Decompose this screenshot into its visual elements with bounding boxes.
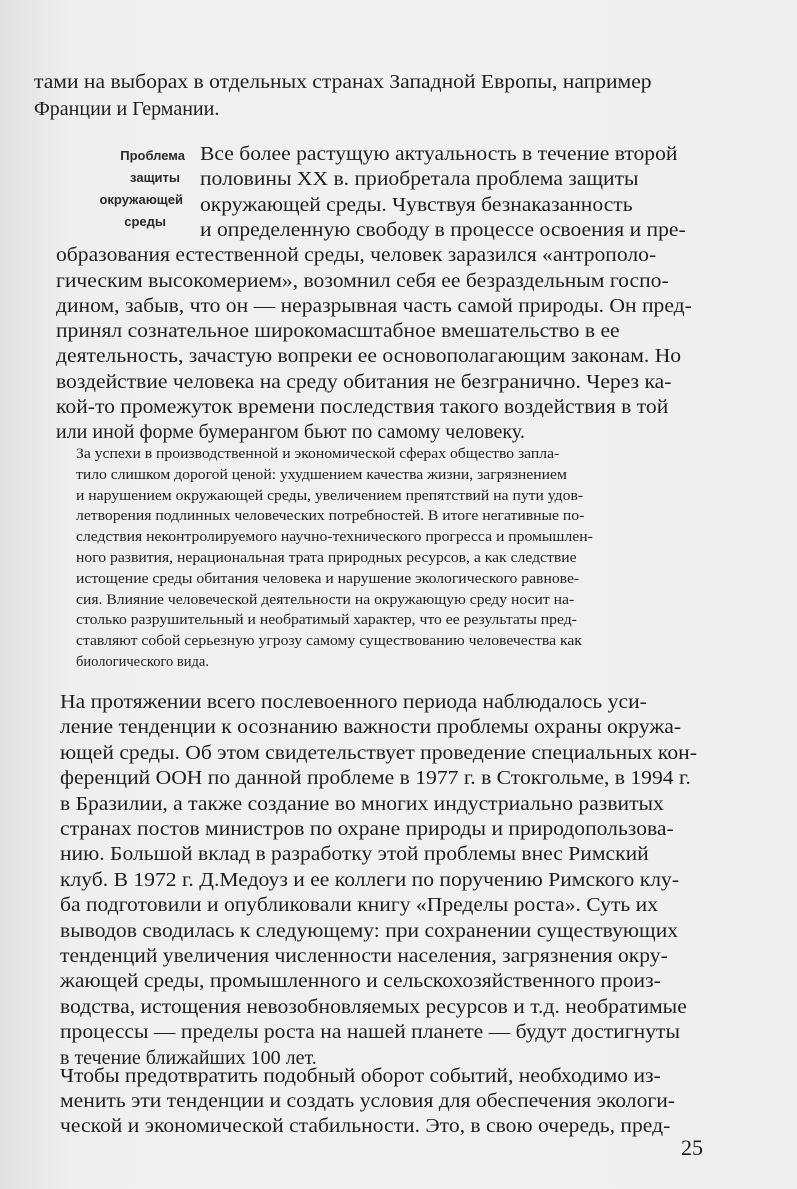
p1-line: окружающей среды. Чувствуя безнаказанность [200,193,633,216]
p3-line: выводов сводилась к следующему: при сохранении существующих [60,919,679,942]
p2-line: ного развития, нерациональная трата природных ресурсов, а как следствие [76,550,577,566]
p4-line: ческой и экономической стабильности. Это, в свою очередь, пред- [60,1115,671,1137]
p1-line: принял сознательное широкомасштабное вмешательство в ее [56,320,620,343]
p1-line: воздействие человека на среду обитания не безгранично. Через ка- [56,370,672,393]
p2-line: и нарушением окружающей среды, увеличением препятствий на пути удов- [76,487,584,504]
page-number: 25 [681,1135,703,1160]
p1-line: или иной форме бумерангом бьют по самому человеку. [56,421,525,444]
p3-line: водства, истощения невозобновляемых ресурсов и т.д. необратимые [60,995,687,1018]
p3-line: в Бразилии, а также создание во многих индустриально развитых [60,792,664,815]
p3-line: ференций ООН по данной проблеме в 1977 г. в Стокгольме, в 1994 г. [60,767,691,790]
p3-line: ба подготовили и опубликовали книгу «Пределы роста». Суть их [60,894,659,917]
side-note-line: Проблема [120,148,185,163]
p3-line: ющей среды. Об этом свидетельствует проведение специальных кон- [60,741,697,764]
p1-line: кой-то промежуток времени последствия такого воздействия в той [56,396,669,418]
p3-line: клуб. В 1972 г. Д.Медоуз и ее коллеги по поручению Римского клу- [60,868,680,891]
p2-line: сия. Влияние человеческой деятельности на окружающую среду носит на- [76,591,575,608]
p4-line: менить эти тенденции и создать условия для обеспечения экологи- [60,1090,676,1112]
p1-line: половины XX в. приобретала проблема защиты [200,168,639,191]
p1-line: Все более растущую актуальность в течение второй [200,143,678,165]
p2-line: летворения подлинных человеческих потребностей. В итоге негативные по- [76,508,585,525]
intro-line: тами на выборах в отдельных странах Западной Европы, например [34,71,652,93]
p2-line: биологического вида. [76,654,209,670]
p2-line: ставляют собой серьезную угрозу самому существованию человечества как [76,633,582,650]
p1-line: деятельность, зачастую вопреки ее основополагающим законам. Но [56,345,682,368]
p3-line: жающей среды, промышленного и сельскохозяйственного произ- [60,970,661,993]
side-note-line: среды [124,214,166,229]
p4-line: Чтобы предотвратить подобный оборот событий, необходимо из- [60,1065,661,1087]
p2-line: тило слишком дорогой ценой: ухудшением качества жизни, загрязнением [76,466,567,483]
intro-line: Франции и Германии. [34,97,220,120]
p2-line: истощение среды обитания человека и нарушение экологического равнове- [76,570,580,587]
p1-line: и определенную свободу в процессе освоения и пре- [200,218,686,241]
p3-line: странах постов министров по охране природы и природопользова- [60,818,674,840]
p3-line: в течение ближайших 100 лет. [60,1046,317,1069]
p1-line: образования естественной среды, человек заразился «антрополо- [56,244,657,267]
p1-line: гическим высокомерием», возомнил себя ее безраздельным госпо- [56,269,669,292]
p3-line: тенденций увеличения численности населения, загрязнения окру- [60,945,668,967]
p2-line: За успехи в производственной и экономической сферах общество запла- [76,446,560,462]
p3-line: ление тенденции к осознанию важности проблемы охраны окружа- [60,716,682,739]
p3-line: нию. Большой вклад в разработку этой проблемы внес Римский [60,843,649,866]
p2-line: столько разрушительный и необратимый характер, что ее результаты пред- [76,612,577,629]
p3-line: процессы — пределы роста на нашей планете — будут достигнуты [60,1021,680,1044]
side-note-line: окружающей [99,192,183,207]
p2-line: следствия неконтролируемого научно-технического прогресса и промышлен- [76,529,593,546]
p3-line: На протяжении всего послевоенного периода наблюдалось уси- [60,691,647,713]
p1-line: дином, забыв, что он — неразрывная часть самой природы. Он пред- [56,294,692,317]
side-note-line: защиты [130,170,180,185]
